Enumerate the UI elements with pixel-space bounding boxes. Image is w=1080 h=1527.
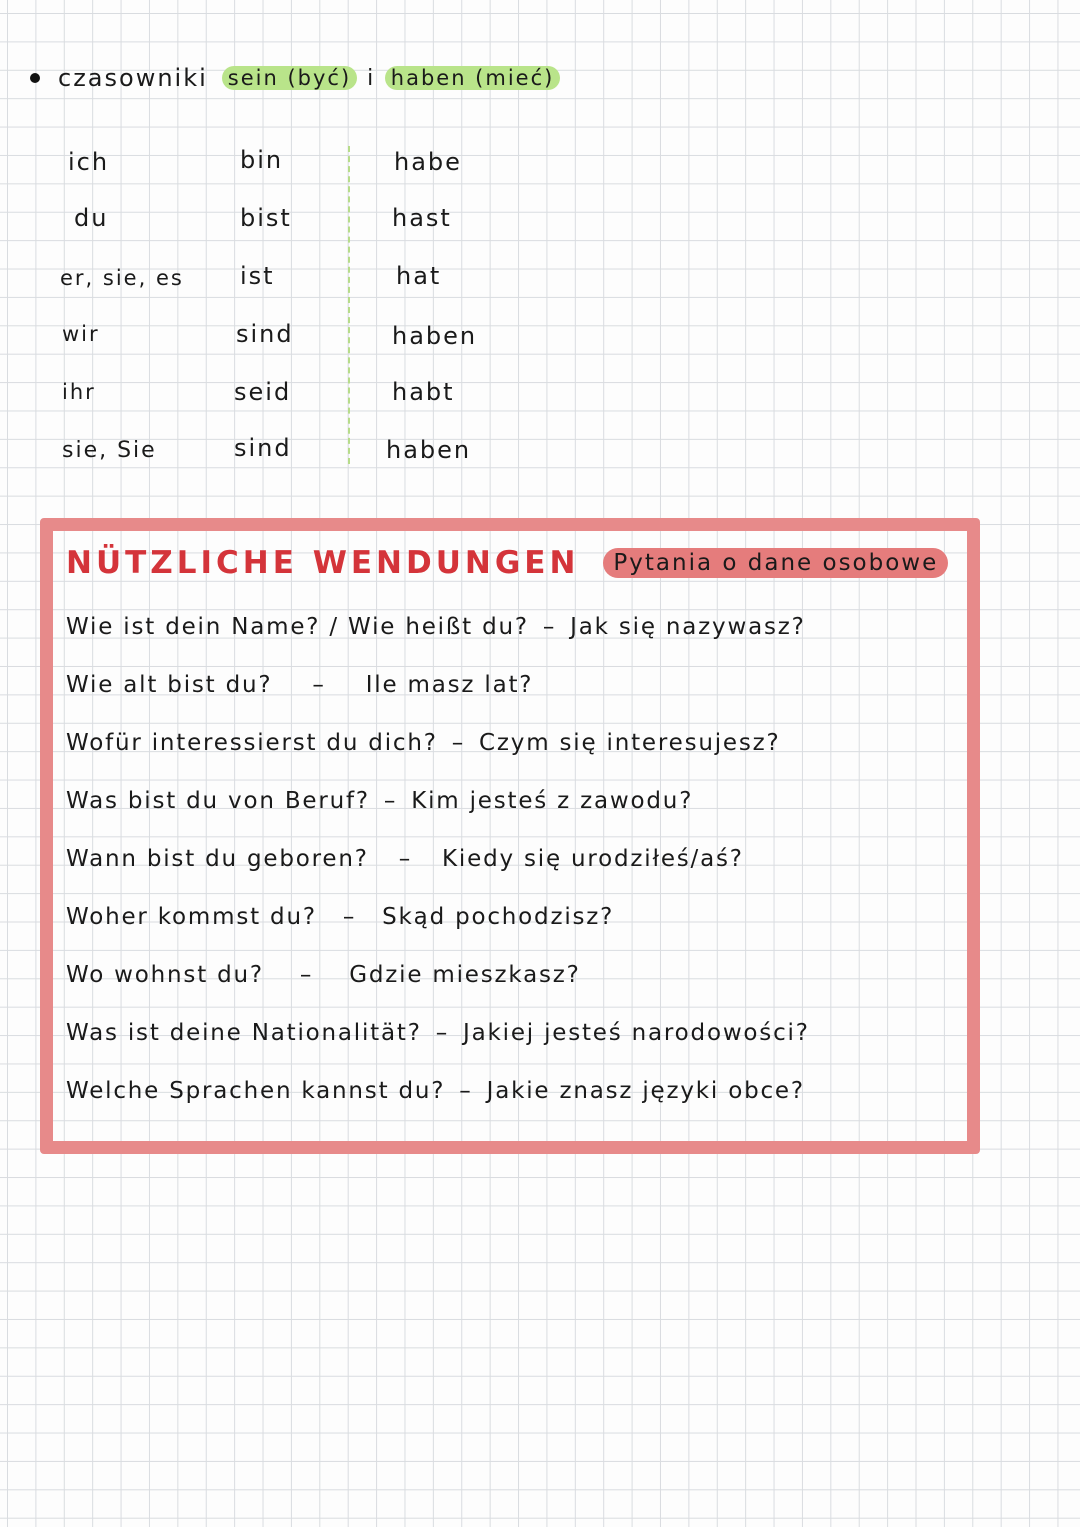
phrase-line: Wie ist dein Name? / Wie heißt du? – Jak się nazywasz? xyxy=(66,614,806,640)
phrase-polish: Kiedy się urodziłeś/aś? xyxy=(442,846,744,872)
phrase-german: Wann bist du geboren? xyxy=(66,846,369,872)
title-highlight-sein: sein (być) xyxy=(222,66,357,90)
phrase-german: Was ist deine Nationalität? xyxy=(66,1020,422,1046)
phrase-german: Wie alt bist du? xyxy=(66,672,273,698)
phrase-polish: Skąd pochodzisz? xyxy=(382,904,615,930)
phrase-line: Was ist deine Nationalität? – Jakiej jesteś narodowości? xyxy=(66,1020,810,1046)
pronoun-cell: du xyxy=(74,204,109,232)
haben-cell: hast xyxy=(392,204,452,232)
phrase-german: Wofür interessierst du dich? xyxy=(66,730,438,756)
haben-cell: hat xyxy=(396,262,442,290)
sein-cell: bist xyxy=(240,204,292,232)
haben-cell: haben xyxy=(392,322,478,350)
sein-cell: ist xyxy=(240,262,275,290)
pronoun-cell: sie, Sie xyxy=(62,438,157,463)
phrase-polish: Jak się nazywasz? xyxy=(570,614,806,640)
box-heading xyxy=(66,545,948,581)
phrase-polish: Kim jesteś z zawodu? xyxy=(411,788,694,814)
box-heading-title: NÜTZLICHE WENDUNGEN xyxy=(66,545,580,581)
sein-cell: sind xyxy=(236,320,294,348)
column-divider xyxy=(348,146,350,464)
section-title xyxy=(30,60,560,96)
phrase-polish: Jakie znasz języki obce? xyxy=(486,1078,805,1104)
sein-cell: seid xyxy=(234,378,292,406)
title-prefix: czasowniki xyxy=(58,64,208,92)
phrase-line: Woher kommst du? – Skąd pochodzisz? xyxy=(66,904,615,930)
pronoun-cell: ihr xyxy=(62,380,96,404)
phrase-german: Welche Sprachen kannst du? xyxy=(66,1078,446,1104)
phrase-polish: Gdzie mieszkasz? xyxy=(349,962,581,988)
pronoun-cell: ich xyxy=(68,148,110,176)
phrase-line: Wofür interessierst du dich? – Czym się interesujesz? xyxy=(66,730,781,756)
phrase-german: Was bist du von Beruf? xyxy=(66,788,370,814)
phrase-polish: Jakiej jesteś narodowości? xyxy=(463,1020,810,1046)
title-highlight-haben: haben (mieć) xyxy=(385,66,561,90)
phrase-german: Wo wohnst du? xyxy=(66,962,264,988)
phrase-german: Wie ist dein Name? / Wie heißt du? xyxy=(66,614,529,640)
haben-cell: habt xyxy=(392,378,455,406)
phrase-line: Was bist du von Beruf? – Kim jesteś z zawodu? xyxy=(66,788,694,814)
sein-cell: bin xyxy=(240,146,284,174)
box-heading-subtitle: Pytania o dane osobowe xyxy=(603,548,948,578)
title-connector: i xyxy=(367,65,375,91)
phrase-polish: Ile masz lat? xyxy=(365,672,534,698)
phrase-line: Wo wohnst du? – Gdzie mieszkasz? xyxy=(66,962,581,988)
sein-cell: sind xyxy=(234,434,292,462)
phrase-german: Woher kommst du? xyxy=(66,904,317,930)
pronoun-cell: er, sie, es xyxy=(60,266,184,290)
pronoun-cell: wir xyxy=(62,322,100,346)
phrase-line: Wie alt bist du? – Ile masz lat? xyxy=(66,672,534,698)
phrase-line: Wann bist du geboren? – Kiedy się urodziłeś/aś? xyxy=(66,846,744,872)
haben-cell: haben xyxy=(386,436,472,464)
phrase-polish: Czym się interesujesz? xyxy=(479,730,781,756)
haben-cell: habe xyxy=(394,148,462,176)
bullet-point xyxy=(30,73,40,83)
phrase-line: Welche Sprachen kannst du? – Jakie znasz języki obce? xyxy=(66,1078,805,1104)
